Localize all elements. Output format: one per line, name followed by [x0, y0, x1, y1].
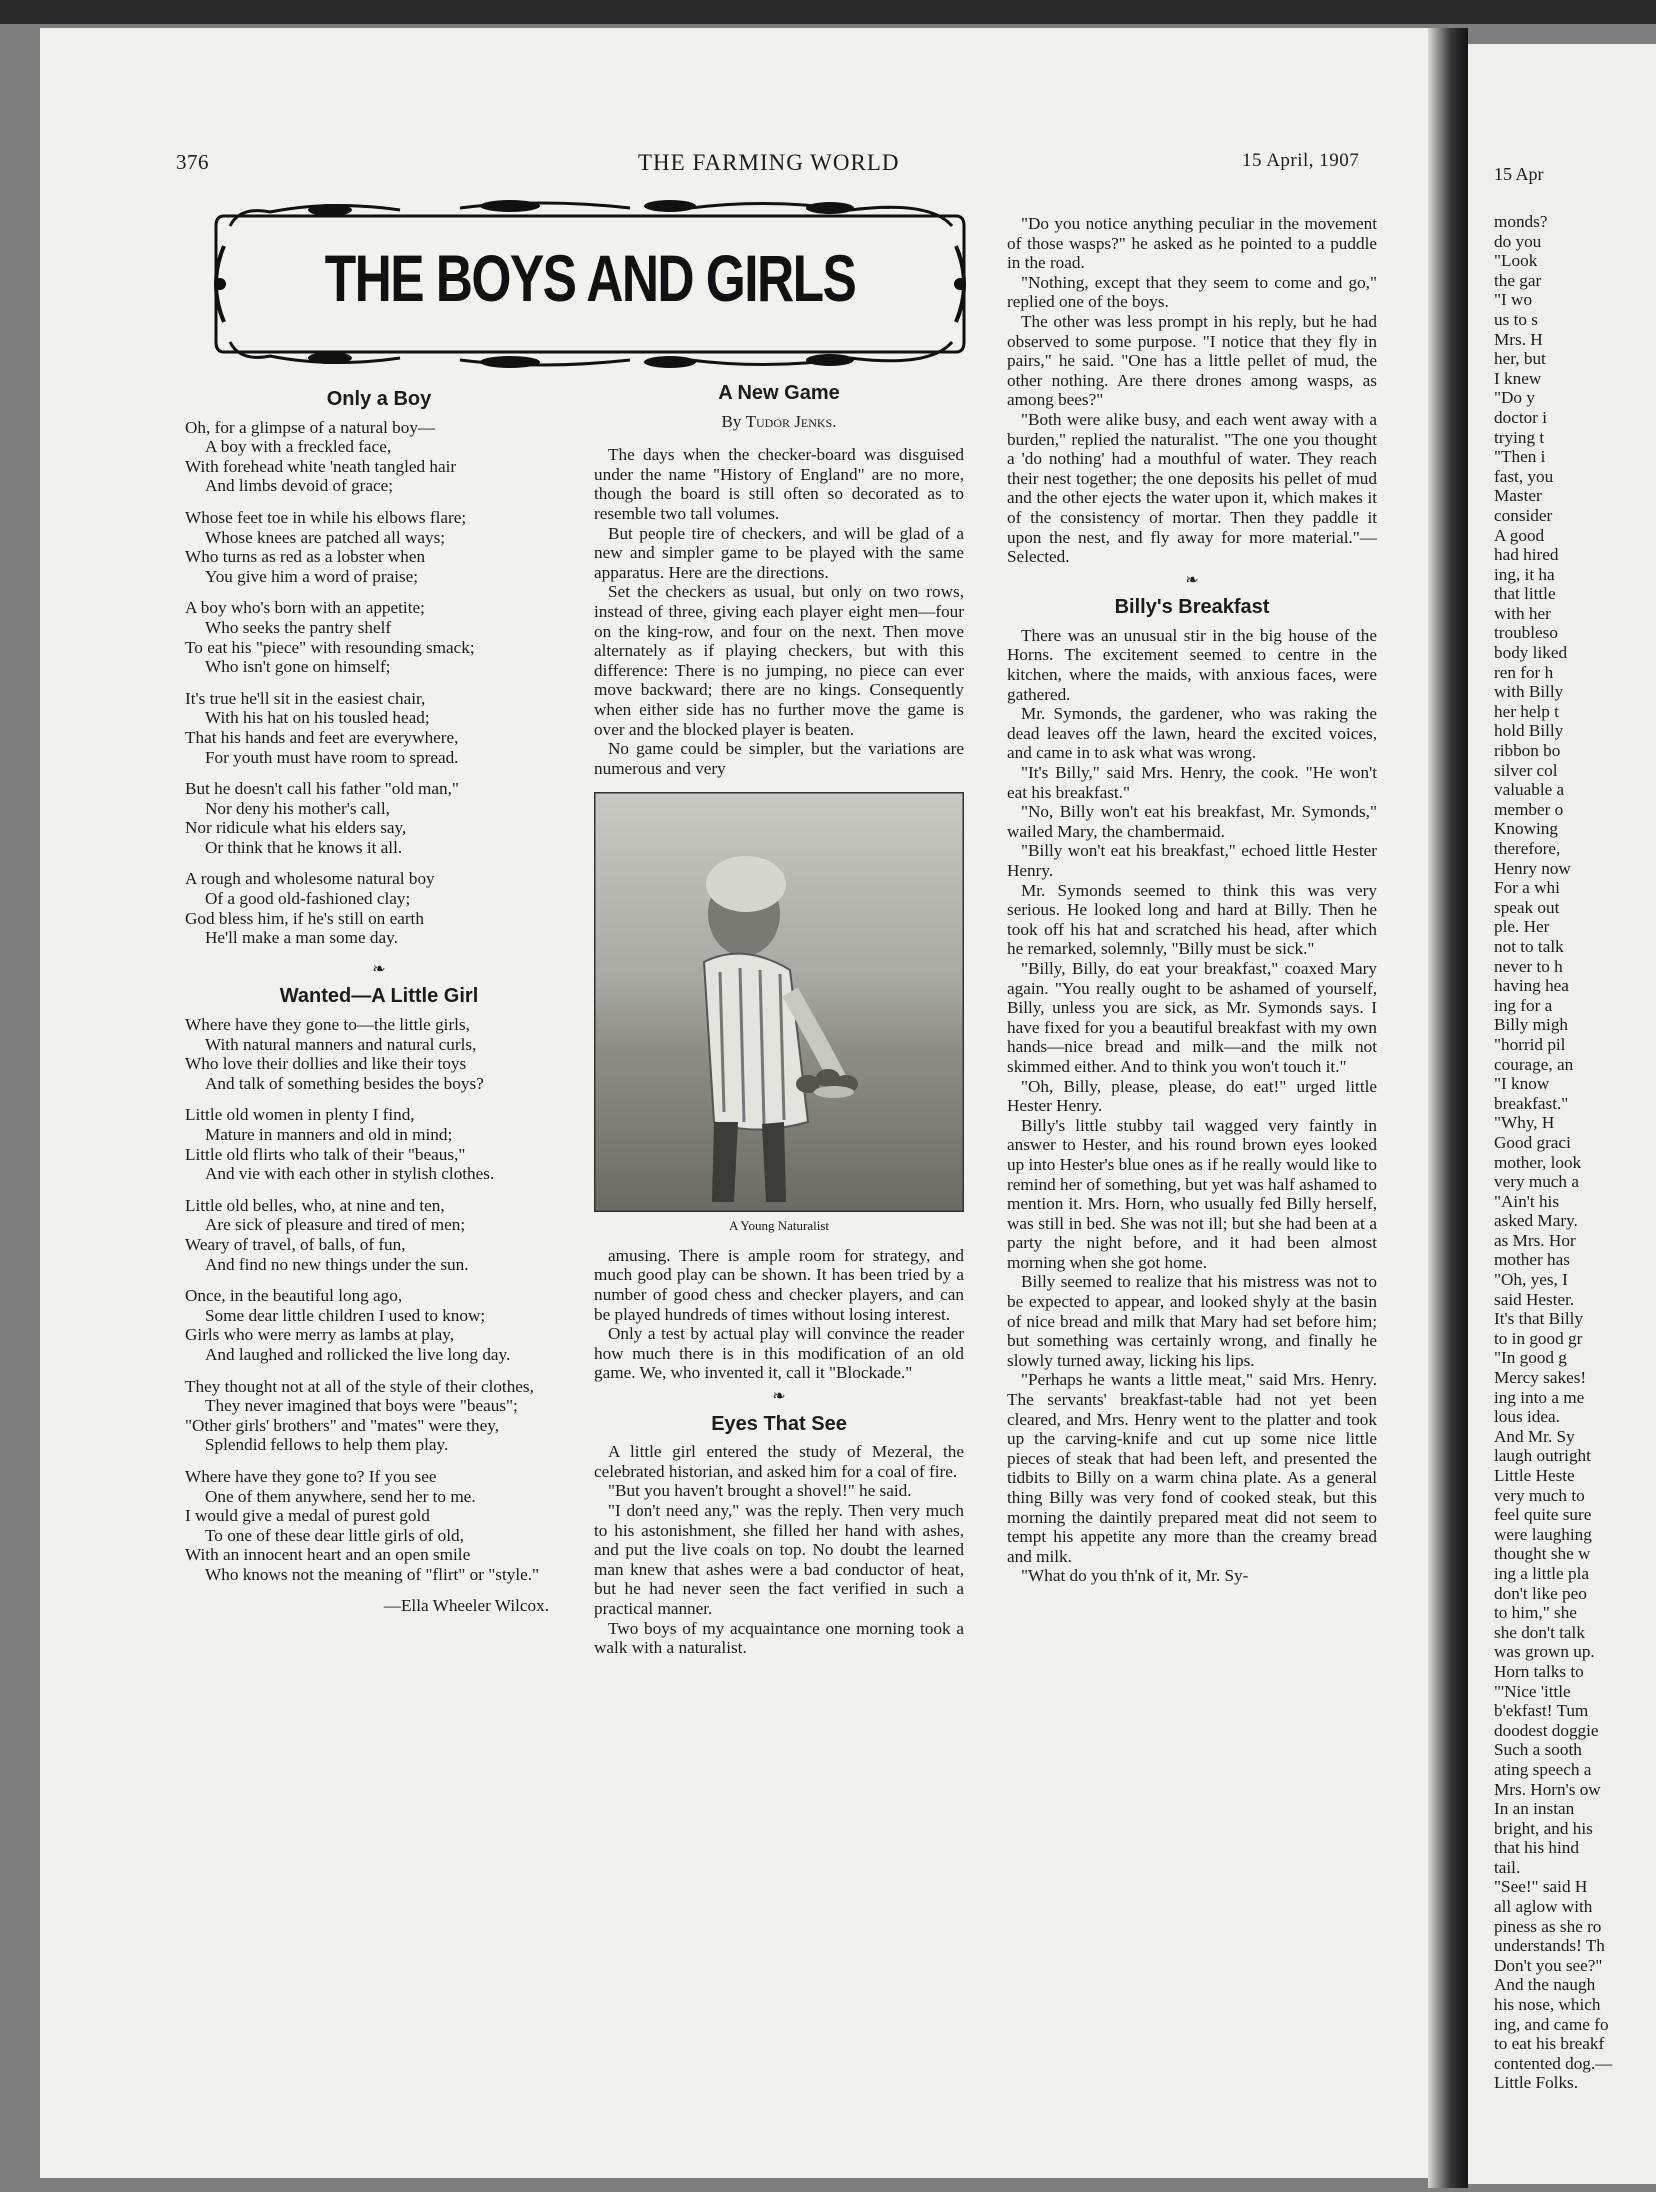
facing-line: the gar [1494, 270, 1542, 290]
photograph [594, 792, 964, 1212]
facing-line: Knowing [1494, 819, 1558, 839]
facing-line: It's that Billy [1494, 1309, 1584, 1329]
facing-line: For a whi [1494, 878, 1560, 898]
facing-line: said Hester. [1494, 1289, 1575, 1309]
byline-author: Tudor Jenks. [745, 411, 837, 431]
paragraph: Billy's little stubby tail wagged very faintly in answer to Hester, and his round brown eyes looked up into Hester's blue ones as if he really would like to remind her of something, but yet was half ashamed to mention it. Mrs. Horn, who usually fed Billy herself, was still in bed. She was not ill; but she had been at a party the night before, and it had been almost morning when she got home. [1007, 1115, 1377, 1272]
page-376 [40, 28, 1460, 2178]
poem-line: With natural manners and natural curls, [205, 1034, 477, 1054]
poem-line: Nor ridicule what his elders say, [185, 818, 407, 838]
poem-line: Or think that he knows it all. [205, 837, 403, 857]
poem-line: A boy with a freckled face, [205, 437, 392, 457]
facing-line: very much a [1494, 1172, 1579, 1192]
facing-line: piness as she ro [1494, 1916, 1602, 1936]
poem-line: And talk of something besides the boys? [205, 1073, 484, 1093]
poem-line: Weary of travel, of balls, of fun, [185, 1234, 406, 1254]
poem-title: Wanted—A Little Girl [279, 985, 479, 1008]
poem-line: Of a good old-fashioned clay; [205, 889, 411, 909]
facing-line: had hired [1494, 545, 1559, 565]
paragraph: Mr. Symonds seemed to think this was very serious. He looked long and hard at Billy. Then he took off his hat and scratched his head, after which he remarked, solemnly, "Billy must be sick." [1007, 880, 1377, 959]
fleuron-icon: ❧ [1185, 571, 1199, 589]
facing-line: Master [1494, 486, 1542, 506]
facing-line: feel quite sure [1494, 1505, 1592, 1525]
issue-date: 15 April, 1907 [1242, 150, 1360, 171]
facing-line: thought she w [1494, 1544, 1591, 1564]
facing-line: consider [1494, 505, 1553, 525]
paragraph: Two boys of my acquaintance one morning took a walk with a naturalist. [594, 1618, 964, 1658]
poem-title: Only a Boy [326, 388, 432, 410]
journal-title: THE FARMING WORLD [638, 150, 900, 175]
facing-line: contented dog.— [1494, 2053, 1613, 2073]
article-body [594, 1442, 964, 1658]
poem-line: Girls who were merry as lambs at play, [185, 1325, 455, 1345]
poem-line: One of them anywhere, send her to me. [205, 1486, 476, 1506]
poem-line: Are sick of pleasure and tired of men; [205, 1215, 466, 1235]
poem-line: Little old women in plenty I find, [185, 1105, 415, 1125]
facing-line: Little Folks. [1494, 2073, 1579, 2093]
poem-line: And find no new things under the sun. [205, 1254, 469, 1274]
facing-line: her, but [1494, 349, 1546, 369]
facing-line: "horrid pil [1494, 1034, 1566, 1054]
paragraph: Billy seemed to realize that his mistress was not to be expected to appear, and looked shyly at the basin of nice bread and milk that Mary had set before him; but something was certainly wrong, and finally he slowly turned away, licking his lips. [1007, 1272, 1377, 1370]
facing-line: "Then i [1494, 447, 1546, 467]
facing-line: mother, look [1494, 1152, 1582, 1172]
paragraph: "Oh, Billy, please, please, do eat!" urged little Hester Henry. [1007, 1076, 1377, 1116]
facing-line: breakfast." [1494, 1093, 1569, 1113]
paragraph: There was an unusual stir in the big house of the Horns. The excitement seemed to centre in the kitchen, where the maids, with anxious faces, were gathered. [1007, 625, 1377, 704]
facing-line: his nose, which [1494, 1995, 1601, 2015]
paragraph: Mr. Symonds, the gardener, who was raking the dead leaves off the lawn, heard the excited voices, and came in to ask what was wrong. [1007, 704, 1377, 763]
page-number: 376 [176, 150, 209, 174]
book-gutter [1428, 28, 1468, 2188]
poem-line: You give him a word of praise; [205, 566, 419, 586]
facing-line: hold Billy [1494, 721, 1564, 741]
facing-line: ple. Her [1494, 917, 1550, 937]
poem-line: Who turns as red as a lobster when [185, 547, 426, 567]
facing-line: "In good g [1494, 1348, 1567, 1368]
article-body [1007, 214, 1377, 567]
facing-line: body liked [1494, 643, 1568, 663]
facing-line: "Oh, yes, I [1494, 1270, 1568, 1290]
paragraph: "Billy won't eat his breakfast," echoed little Hester Henry. [1007, 841, 1377, 880]
paragraph: Set the checkers as usual, but only on two rows, instead of three, giving each player eight men—four on the king-row, and four on the next. Then move alternately as if playing checkers, but with this difference: There is no jumping, no piece can ever move backward; there are no kings. Consequently when either side has no further move the game is over and the blocked player is beaten. [594, 582, 964, 739]
byline [594, 412, 964, 432]
boy-with-birds-photo-icon [594, 792, 964, 1212]
facing-line: I knew [1494, 368, 1542, 388]
facing-line: And the naugh [1494, 1975, 1596, 1995]
poem-body [185, 1015, 573, 1584]
poem-line: Once, in the beautiful long ago, [185, 1286, 403, 1306]
facing-line: ing into a me [1494, 1387, 1585, 1407]
facing-line: therefore, [1494, 839, 1561, 858]
poem-line: Oh, for a glimpse of a natural boy— [185, 417, 436, 437]
stanza [185, 1286, 573, 1364]
facing-line: ing a little pla [1494, 1563, 1589, 1583]
poem-line: And laughed and rollicked the live long day. [205, 1344, 511, 1364]
poem-line: Where have they gone to? If you see [185, 1466, 437, 1486]
facing-line: Don't you see?" [1494, 1955, 1603, 1975]
facing-line: Mrs. H [1494, 329, 1543, 349]
paragraph: The other was less prompt in his reply, but he had observed to some purpose. "I notice that they fly in pairs," he said. "One has a little pellet of mud, the other nothing. Are there drones among wasps, as among bees?" [1007, 311, 1377, 410]
poem-line: Where have they gone to—the little girls, [185, 1015, 470, 1035]
facing-line: "Look [1494, 251, 1538, 271]
stanza [185, 1015, 573, 1093]
facing-line: all aglow with [1494, 1897, 1593, 1917]
article-title: Billy's Breakfast [1114, 596, 1270, 619]
poem-line: But he doesn't call his father "old man," [185, 779, 459, 799]
facing-line: asked Mary. [1494, 1211, 1578, 1231]
section-banner [210, 196, 970, 372]
section-title: THE BOYS AND GIRLS [324, 241, 856, 315]
poem-line: Splendid fellows to help them play. [205, 1435, 449, 1455]
facing-line: ren for h [1494, 662, 1554, 682]
article-body [594, 1246, 964, 1383]
stanza [185, 1105, 573, 1183]
poem-line: Some dear little children I used to know; [205, 1305, 486, 1325]
paragraph: "Do you notice anything peculiar in the movement of those wasps?" he asked as he pointed to a puddle in the road. [1007, 214, 1377, 273]
poem-line: Little old belles, who, at nine and ten, [185, 1195, 445, 1215]
byline-prefix: By [721, 411, 742, 431]
paragraph: "No, Billy won't eat his breakfast, Mr. Symonds," wailed Mary, the chambermaid. [1007, 802, 1377, 841]
facing-line: very much to [1494, 1485, 1585, 1505]
facing-line: b'ekfast! Tum [1494, 1701, 1589, 1721]
poem-line: For youth must have room to spread. [205, 747, 459, 767]
poem-line: And vie with each other in stylish clothes. [205, 1164, 495, 1184]
article-title: A New Game [718, 382, 840, 404]
facing-line: courage, an [1494, 1054, 1574, 1074]
paragraph: No game could be simpler, but the variations are numerous and very [594, 739, 964, 778]
poem-line: With forehead white 'neath tangled hair [185, 456, 457, 476]
poem-line: God bless him, if he's still on earth [185, 908, 424, 928]
poem-line: A boy who's born with an appetite; [185, 598, 425, 618]
facing-line: her help t [1494, 701, 1559, 721]
facing-line: never to h [1494, 956, 1563, 976]
facing-line: ing for a [1494, 995, 1553, 1015]
facing-line: as Mrs. Hor [1494, 1230, 1576, 1250]
paragraph: A little girl entered the study of Mezeral, the celebrated historian, and asked him for a coal of fire. [594, 1442, 964, 1481]
column-poems [185, 384, 573, 1616]
facing-line: ing, it ha [1494, 564, 1555, 584]
poem-line: Mature in manners and old in mind; [205, 1125, 453, 1144]
facing-line: ribbon bo [1494, 741, 1561, 761]
paragraph: Only a test by actual play will convince the reader how much there is in this modification of an old game. We, who invented it, call it "Blockade." [594, 1324, 964, 1383]
facing-line: don't like peo [1494, 1583, 1587, 1603]
stanza [185, 689, 573, 767]
poem-line: They thought not at all of the style of their clothes, [185, 1376, 534, 1396]
stanza [185, 418, 573, 496]
facing-line: Mrs. Horn's ow [1494, 1779, 1601, 1799]
facing-line: "Do y [1494, 388, 1535, 408]
poem-line: Who love their dollies and like their toys [185, 1054, 467, 1074]
facing-line: that his hind [1494, 1838, 1579, 1858]
facing-line: "'Nice 'ittle [1494, 1681, 1571, 1701]
paragraph: The days when the checker-board was disguised under the name "History of England" are no more, though the board is still often so decorated as to resemble two tall volumes. [594, 445, 964, 523]
poem-line: "Other girls' brothers" and "mates" were they, [185, 1415, 500, 1435]
facing-line: Little Heste [1494, 1466, 1575, 1485]
facing-line: lous idea. [1494, 1407, 1560, 1427]
facing-line: Horn talks to [1494, 1661, 1584, 1681]
column-stories [1007, 214, 1377, 1586]
facing-line: "Why, H [1494, 1113, 1555, 1133]
facing-line: having hea [1494, 976, 1569, 996]
facing-line: with Billy [1494, 682, 1564, 702]
facing-line: In an instan [1494, 1799, 1575, 1819]
poem-attribution: —Ella Wheeler Wilcox. [383, 1596, 549, 1616]
facing-line: laugh outright [1494, 1446, 1591, 1466]
fleuron-icon: ❧ [772, 1388, 786, 1406]
facing-line: to in good gr [1494, 1328, 1583, 1348]
facing-line: to eat his breakf [1494, 2034, 1605, 2054]
facing-line: member o [1494, 799, 1564, 819]
article-title: Eyes That See [711, 1412, 847, 1435]
facing-line: fast, you [1494, 466, 1554, 486]
paragraph: "What do you th'nk of it, Mr. Sy- [1021, 1566, 1249, 1586]
facing-line: was grown up. [1494, 1642, 1595, 1662]
paragraph: "Both were alike busy, and each went away with a burden," replied the naturalist. "The one you thought a 'do nothing' had a mouthful of water. They reach their nest together; the one deposits his pellet of mud and the other ejects the water upon it, which makes it of the consistency of mortar. Then they paddle it upon the nest, and fly away for more material."—Selected. [1007, 409, 1377, 567]
paragraph: "Billy, Billy, do eat your breakfast," coaxed Mary again. "You really ought to be ashamed of yourself, Billy, unless you are sick, as Mr. Symonds says. I have fixed for you a beautiful breakfast with my own hands—nice bread and milk—and the milk not skimmed either. And to think you won't touch it." [1007, 958, 1377, 1076]
article-body [594, 445, 964, 778]
facing-line: "Ain't his [1494, 1191, 1560, 1211]
facing-line: not to talk [1494, 936, 1564, 956]
poem-line: Who isn't gone on himself; [205, 657, 391, 677]
facing-line: that little [1494, 584, 1556, 604]
stanza [185, 1377, 573, 1455]
stanza [185, 1467, 573, 1585]
facing-line: she don't talk [1494, 1622, 1585, 1642]
poem-line: With an innocent heart and an open smile [185, 1545, 471, 1565]
paragraph: But people tire of checkers, and will be glad of a new and simpler game to be played with the same apparatus. Here are the directions. [594, 523, 964, 582]
column-articles [594, 378, 964, 1658]
facing-line: doodest doggie [1494, 1720, 1599, 1740]
poem-line: Who seeks the pantry shelf [205, 617, 392, 637]
facing-line: Good graci [1494, 1132, 1571, 1152]
paragraph: "It's Billy," said Mrs. Henry, the cook. "He won't eat his breakfast." [1007, 763, 1377, 802]
poem-line: They never imagined that boys were "beaus"; [205, 1396, 518, 1416]
facing-line: A good [1494, 525, 1545, 545]
facing-line: doctor i [1494, 407, 1547, 427]
stanza [185, 779, 573, 857]
facing-line: monds? [1494, 212, 1548, 231]
facing-line: Billy migh [1494, 1015, 1569, 1035]
poem-line: I would give a medal of purest gold [185, 1506, 430, 1526]
facing-line: ating speech a [1494, 1759, 1592, 1779]
scanner-edge [0, 0, 1656, 24]
poem-line: And limbs devoid of grace; [205, 476, 394, 496]
poem-line: He'll make a man some day. [205, 928, 398, 948]
facing-line: "I wo [1494, 290, 1533, 310]
paragraph: "But you haven't brought a shovel!" he said. [608, 1481, 912, 1501]
poem-line: Who knows not the meaning of "flirt" or "style." [205, 1564, 540, 1584]
facing-line: mother has [1494, 1250, 1570, 1270]
facing-line: with her [1494, 603, 1551, 623]
paragraph: "Nothing, except that they seem to come and go," replied one of the boys. [1007, 272, 1377, 312]
facing-line: ing, and came fo [1494, 2014, 1609, 2034]
facing-line: "I know [1494, 1074, 1550, 1094]
facing-line: troubleso [1494, 623, 1558, 643]
facing-line: "See!" said H [1494, 1877, 1588, 1897]
article-body [1007, 626, 1377, 1586]
facing-line: speak out [1494, 897, 1560, 917]
facing-line: us to s [1494, 309, 1538, 329]
stanza [185, 1196, 573, 1274]
facing-page-text [1494, 212, 1656, 2093]
facing-line: Such a sooth [1494, 1740, 1582, 1760]
poem-body [185, 418, 573, 948]
stanza [185, 598, 573, 676]
facing-line: Henry now [1494, 858, 1571, 878]
facing-line: understands! Th [1494, 1936, 1605, 1956]
poem-line: Whose feet toe in while his elbows flare; [185, 507, 467, 527]
facing-page [1468, 44, 1656, 2184]
facing-line: to him," she [1494, 1603, 1577, 1623]
poem-line: To eat his "piece" with resounding smack; [185, 637, 475, 657]
stanza [185, 508, 573, 586]
facing-line: were laughing [1494, 1524, 1592, 1544]
facing-line: And Mr. Sy [1494, 1426, 1575, 1446]
poem-line: To one of these dear little girls of old, [205, 1525, 464, 1545]
facing-page-date: 15 Apr [1494, 164, 1544, 184]
poem-line: It's true he'll sit in the easiest chair, [185, 688, 426, 708]
paragraph: amusing. There is ample room for strategy, and much good play can be shown. It has been tried by a number of good chess and checker players, and can be played hundreds of times without losing interest. [594, 1245, 964, 1324]
fleuron-icon: ❧ [372, 960, 386, 978]
photo-caption: A Young Naturalist [728, 1218, 830, 1234]
facing-line: do you [1494, 231, 1542, 251]
poem-line: Nor deny his mother's call, [205, 798, 390, 818]
poem-line: With his hat on his tousled head; [205, 708, 430, 728]
facing-line: tail. [1494, 1857, 1521, 1877]
poem-line: A rough and wholesome natural boy [185, 869, 435, 889]
paragraph: "I don't need any," was the reply. Then very much to his astonishment, she filled her hand with ashes, and put the live coals on top. No doubt the learned man knew that ashes were a bad conductor of heat, but he had never seen the fact verified in such a practical manner. [594, 1501, 964, 1618]
facing-line: trying t [1494, 427, 1545, 447]
paragraph: "Perhaps he wants a little meat," said Mrs. Henry. The servants' breakfast-table had not yet been cleared, and Mrs. Henry went to the platter and took up the carving-knife and cut up some nice little pieces of steak that had been left, and presented the tidbits to Billy on a warm china plate. As a general thing Billy was very fond of cooked steak, but this morning the daintily prepared meat did not seem to tempt his appetite any more than the creamy bread and milk. [1007, 1370, 1377, 1566]
stanza [185, 869, 573, 947]
poem-line: That his hands and feet are everywhere, [185, 727, 459, 747]
facing-line: Mercy sakes! [1494, 1368, 1587, 1388]
facing-line: valuable a [1494, 780, 1565, 800]
poem-line: Little old flirts who talk of their "beaus," [185, 1144, 466, 1164]
facing-line: bright, and his [1494, 1818, 1593, 1838]
poem-line: Whose knees are patched all ways; [205, 527, 446, 547]
facing-line: silver col [1494, 760, 1558, 780]
